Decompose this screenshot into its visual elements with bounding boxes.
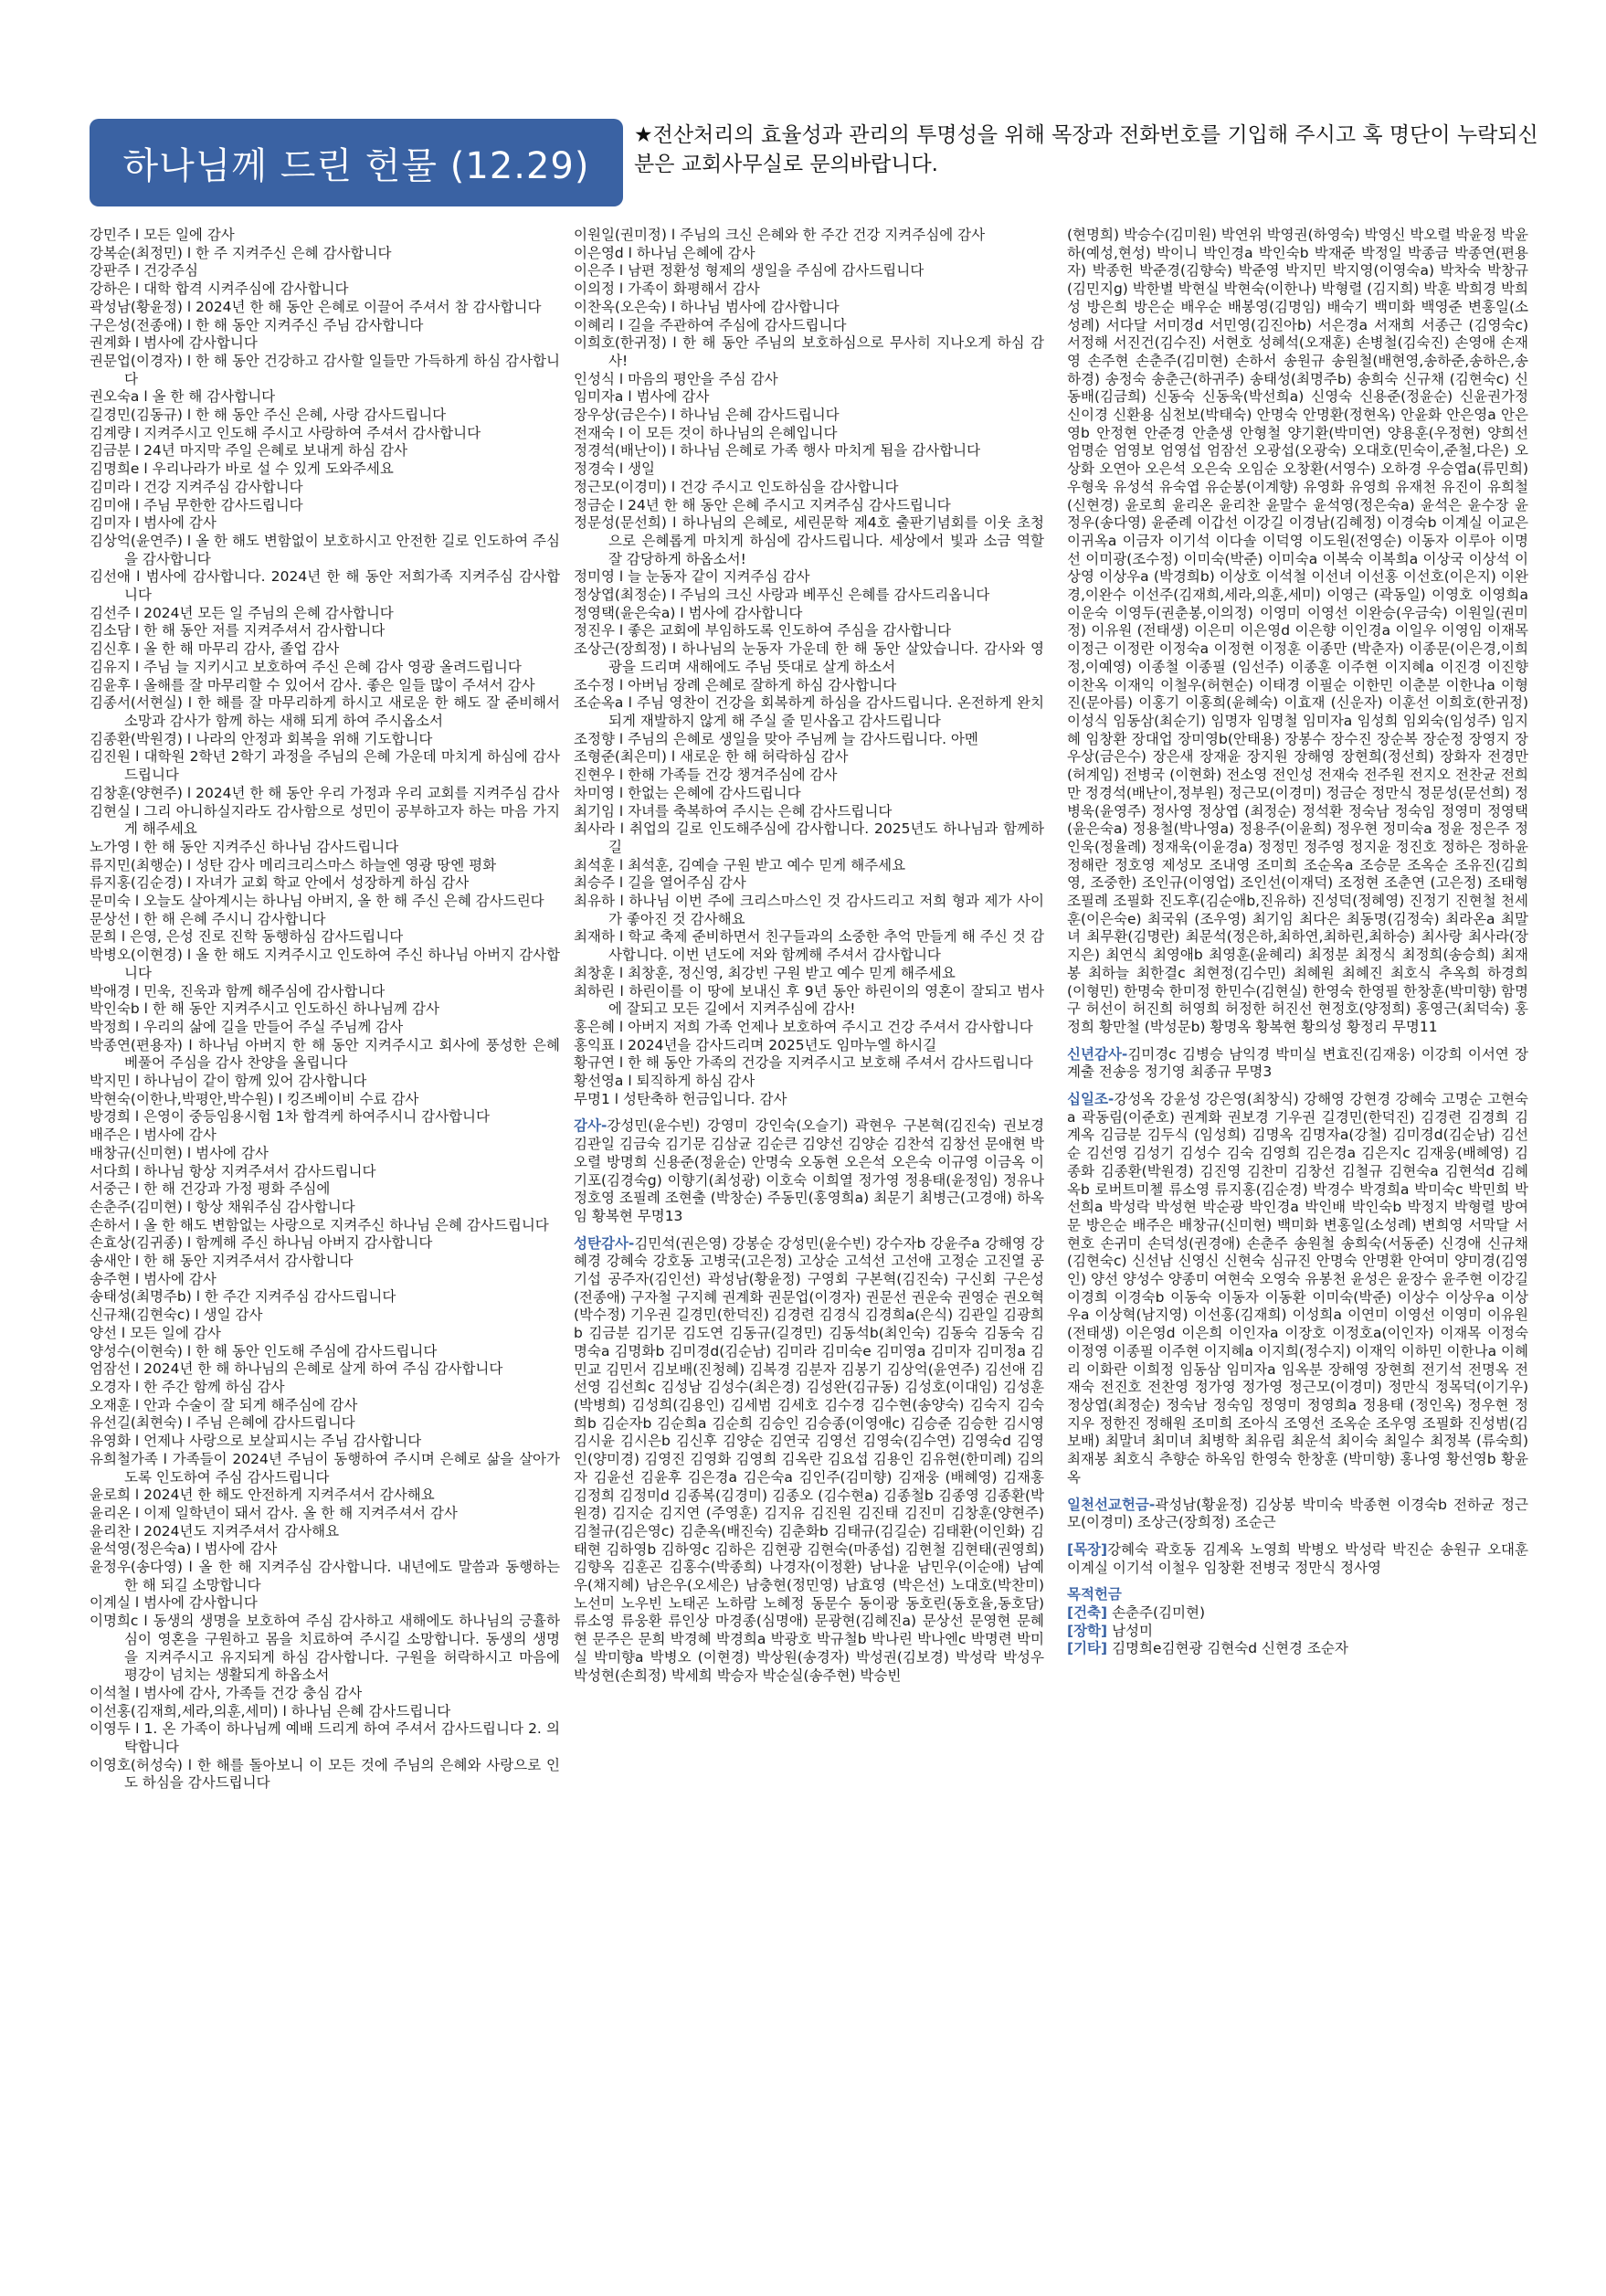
offering-entry: 김소담 l 한 해 동안 저를 지켜주셔서 감사합니다 <box>90 622 386 640</box>
offering-group <box>574 1117 1044 1225</box>
mokjeok-item <box>1067 1623 1528 1641</box>
offering-entry: 오재훈 l 안과 수술이 잘 되게 해주심에 감사 <box>90 1396 358 1413</box>
offering-group-names: 곽성남(황윤정) 김상봉 박미숙 박종현 이경숙b 전하균 정근모(이경미) 조상근(장희정) 조순근 <box>1067 1496 1528 1531</box>
offering-entry: 손하서 l 올 한 해도 변함없는 사랑으로 지켜주신 하나님 은혜 감사드립니다 <box>90 1216 549 1233</box>
offering-entry: 김종환(박원경) l 나라의 안정과 회복을 위해 기도합니다 <box>90 730 433 747</box>
offering-entry: 황규연 l 한 해 동안 가족의 건강을 지켜주시고 보호해 주셔서 감사드립니다 <box>574 1054 1033 1072</box>
offering-entry: 장우상(금은수) l 하나님 은혜 감사드립니다 <box>574 407 840 424</box>
offering-entry: 박병오(이현경) l 올 한 해도 지켜주시고 인도하여 주신 하나님 아버지 감사합니다 <box>90 947 560 981</box>
offering-entry: 차미영 l 한없는 은혜에 감사드립니다 <box>574 784 801 801</box>
offering-entry: 김종서(서현실) l 한 해를 잘 마무리하게 하시고 새로운 한 해도 잘 준비해서 소망과 감사가 함께 하는 새해 되게 하여 주시옵소서 <box>90 694 560 729</box>
spacer <box>1067 1532 1528 1541</box>
offering-entry: 김미라 l 건강 지켜주심 감사합니다 <box>90 478 303 495</box>
offering-entry: 문희 l 은영, 은성 진로 진학 동행하심 감사드립니다 <box>90 928 404 946</box>
offering-entry: 권오숙a l 올 한 해 감사합니다 <box>90 388 276 406</box>
offering-entry: 정금순 l 24년 한 해 동안 은혜 주시고 지켜주심 감사드립니다 <box>574 496 951 513</box>
offering-entry: 김유지 l 주님 늘 지키시고 보호하여 주신 은혜 감사 영광 올려드립니다 <box>90 658 522 675</box>
offering-entry: 엄잠선 l 2024년 한 해 하나님의 은혜로 살게 하여 주심 감사합니다 <box>90 1360 503 1378</box>
offering-entry: 이명희c l 동생의 생명을 보호하여 주심 감사하고 새해에도 하나님의 긍휼하심이 영혼을 구원하고 몸을 치료하여 주시길 소망합니다. 동생의 생명을 지켜주시고 유지되게 하심 감사합니다. 구원을 허락하시고 마음에 평강이 넘치는 생활되게 하옵소서 <box>90 1613 560 1684</box>
offering-entry: 박현숙(이한나,박평안,박수원) l 킹즈베이비 수료 감사 <box>90 1090 419 1107</box>
offering-entry: 류지홍(김순경) l 자녀가 교회 학교 안에서 성장하게 하심 감사 <box>90 874 470 892</box>
offering-group-label: 성탄감사- <box>574 1234 635 1252</box>
offering-entry: 홍은혜 l 아버지 저희 가족 언제나 보호하여 주시고 건강 주셔서 감사합니다 <box>574 1018 1033 1035</box>
offering-entry: 김금분 l 24년 마지막 주일 은혜로 보내게 하심 감사 <box>90 442 407 460</box>
offering-entry: 이영두 l 1. 온 가족이 하나님께 예배 드리게 하여 주셔서 감사드립니다 2. 의탁합니다 <box>90 1720 560 1756</box>
offering-group-label: 일천선교헌금- <box>1067 1496 1156 1513</box>
offering-entry: 강판주 l 건강주심 <box>90 262 198 280</box>
offering-entry: 정경숙 l 생일 <box>574 460 656 478</box>
offering-entry: 이석철 l 범사에 감사, 가족들 건강 충심 감사 <box>90 1684 363 1701</box>
offering-entry: 최승주 l 길을 열어주심 감사 <box>574 874 746 892</box>
offering-entry: 최하린 l 하린이를 이 땅에 보내신 후 9년 동안 하린이의 영혼이 잘되고 범사에 잘되고 모든 길에서 지켜주심에 감사! <box>574 982 1044 1018</box>
offering-entry: 김상억(윤연주) l 올 한 해도 변함없이 보호하시고 안전한 길로 인도하여 주심을 감사합니다 <box>90 532 560 567</box>
offering-entry: 김진원 l 대학원 2학년 2학기 과정을 주님의 은혜 가운데 마치게 하심에 감사드립니다 <box>90 748 560 784</box>
offering-entry: 신규채(김현숙c) l 생일 감사 <box>90 1307 263 1324</box>
offering-entry: 송새안 l 한 해 동안 지켜주셔서 감사합니다 <box>90 1253 354 1270</box>
offering-group-label: 감사- <box>574 1117 608 1135</box>
offering-entry: 무명1 l 성탄축하 헌금입니다. 감사 <box>574 1090 787 1107</box>
offering-entry: 유선길(최현숙) l 주님 은혜에 감사드립니다 <box>90 1414 355 1432</box>
offering-entry: 강하은 l 대학 합격 시켜주심에 감사합니다 <box>90 280 349 298</box>
offering-entry: 최사라 l 취업의 길로 인도해주심에 감사합니다. 2025년도 하나님과 함께하길 <box>574 820 1044 855</box>
offering-entry: 전재숙 l 이 모든 것이 하나님의 은혜입니다 <box>574 424 838 441</box>
offering-entry: 윤정우(송다영) l 올 한 해 지켜주심 감사합니다. 내년에도 말씀과 동행하는 한 해 되길 소망합니다 <box>90 1559 560 1593</box>
offering-entry: 방경희 l 은영이 중등임용시험 1차 합격케 하여주시니 감사합니다 <box>90 1108 490 1126</box>
offering-entry: 권계화 l 범사에 감사합니다 <box>90 334 258 352</box>
mokjeok-names: 남성미 <box>1112 1622 1153 1639</box>
spacer <box>1067 1577 1528 1586</box>
offering-entry: 배주은 l 범사에 감사 <box>90 1127 217 1144</box>
offering-entry: 이선홍(김재희,세라,의훈,세미) l 하나님 은혜 감사드립니다 <box>90 1702 451 1719</box>
mokjeok-tag: [장학] <box>1067 1622 1108 1639</box>
offering-entry: 박인숙b l 한 해 동안 지켜주시고 인도하신 하나님께 감사 <box>90 1000 439 1018</box>
offering-entry: 임미자a l 범사에 감사 <box>574 388 710 406</box>
offering-column-2 <box>574 227 1044 2264</box>
offering-entry: 홍익표 l 2024년을 감사드리며 2025년도 임마누엘 하시길 <box>574 1036 937 1053</box>
offering-group-names: 김미경c 김병승 남익경 박미실 변효진(김재웅) 이강희 이서연 장계출 전송응 정기영 최종규 무명3 <box>1067 1045 1528 1081</box>
offering-entry: 김선주 l 2024년 모든 일 주님의 은혜 감사합니다 <box>90 604 394 621</box>
spacer <box>1067 1487 1528 1497</box>
offering-group <box>1067 1091 1528 1487</box>
offering-entry: 길경민(김동규) l 한 해 동안 주신 은혜, 사랑 감사드립니다 <box>90 407 447 424</box>
offering-group-names: 김민석(권은영) 강봉순 강성민(윤수빈) 강수자b 강윤주a 강해영 강혜경 강혜숙 강호동 고병국(고은정) 고상순 고석선 고선애 고정순 고진열 공기섭 공주자(김인선) 곽성남(황윤정) 구영회 구본혁(김진숙) 구신회 구은성(전종애) 구자철 구지혜 권계화 권문업(이경자) 권문선 권운숙 권영순 권오혁(박수정) 기우권 길경민(한덕진) 김경련 김경식 김경희a(은식) 김관일 김광희b 김금분 김기문 김도연 김동규(길경민) 김동석b(최인숙) 김동숙 김동숙 김명숙a 김명화b 김미경d(김순남) 김미라 김미숙e 김미영a 김미자 김미정a 김민교 김민서 김보배(진청혜) 김복경 김분자 김봉기 김상억(윤연주) 김선애 김선영 김선희c 김성남 김성수(최은경) 김성완(김규동) 김성호(이대임) 김성훈(박병희) 김성희(김용인) 김세범 김세호 김수경 김수현(송양숙) 김숙지 김숙희b 김순자b 김순희a 김순희 김승인 김승종(이영애c) 김승준 김승한 김시영 김시윤 김시은b 김신후 김양순 김연국 김영선 김영숙(김수연) 김영숙d 김영인(양미경) 김영진 김영화 김영희 김옥란 김요섭 김용인 김유현(한미례) 김의자 김윤선 김윤후 김은경a 김은숙a 김인주(김미향) 김재웅 (배혜영) 김재홍 김정희 김정미d 김종복(김경미) 김종오 (김수현a) 김종철b 김종영 김종환(박원경) 김지순 김지연 (주영훈) 김지유 김진원 김진태 김진미 김창훈(양현주) 김철규(김은영c) 김춘옥(배진숙) 김춘화b 김태규(김길순) 김태환(이인화) 김태현 김하영b 김하영c 김하은 김현광 김현숙(마종섭) 김현철 김현태(권영희) 김향옥 김훈곤 김홍수(박종희) 나경자(이정환) 남나윤 남민우(이순애) 남예우(채지혜) 남은우(오세은) 남충현(정민영) 남효영 (박은선) 노대호(박찬미) 노선미 노우빈 노태곤 노하람 노혜정 동문수 동이광 동호린(동호율,동호담) 류소영 류웅환 류인상 마경종(심명애) 문광현(김혜진a) 문상선 문영현 문혜현 문주은 문희 박경혜 박경희a 박광호 박규철b 박나린 박나엔c 박명련 박미실 박미향a 박병오 (이현경) 박상원(송경자) 박성권(김보경) 박성락 박성우 박성현(손희정) 박세희 박승자 박순실(송주현) 박승빈 <box>574 1234 1044 1684</box>
offering-group-label: 신년감사- <box>1067 1045 1128 1063</box>
offering-entry: 이영호(허성숙) l 한 해를 돌아보니 이 모든 것에 주님의 은혜와 사랑으로 인도 하심을 감사드립니다 <box>90 1756 560 1792</box>
page-title-box <box>90 119 623 206</box>
offering-entry: 윤로희 l 2024년 한 해도 안전하게 지켜주셔서 감사해요 <box>90 1487 435 1504</box>
offering-names-block: (현명희) 박승수(김미원) 박연위 박영권(하영숙) 박영신 박오렬 박윤정 박윤하(예성,현성) 박이니 박인경a 박인숙b 박재준 박정일 박종금 박종연(편용자) 박종헌 박준경(김향숙) 박준영 박지민 박지영(이영숙a) 박차숙 박창규(김민지g) 박한별 박현실 박현숙(이한나) 박형렬 (김지희) 박훈 박희경 박희성 방은희 방은순 배우순 배봉영(김명임) 배숙기 백미화 백영준 변홍일(소성례) 서다달 서미경d 서민영(김진아b) 서은경a 서재희 서종근 (김영숙c) 서정해 서진건(김수진) 서현호 성혜석(오재훈) 손병철(김숙진) 손영애 손재영 손주현 손춘주(김미현) 손하서 송원규 송원철(배현영,송하준,송하은,송하경) 송정숙 송춘근(하귀주) 송태성(최명주b) 송희숙 신규채 (김현숙c) 신동배(김금희) 신동숙 신동욱(박선희a) 신영숙 신용준(정윤순) 신윤권가정 신이경 신환용 심천보(박태숙) 안명숙 안명환(정현옥) 안윤화 안은영a 안은영b 안정현 안준경 안춘생 안형철 양기환(박미연) 양용훈(우정현) 양희선 엄명순 엄영보 엄영섭 엄잠선 오광섭(오광숙) 오대호(민숙이,준철,다은) 오상화 오연아 오은석 오은숙 오임순 오창환(서영수) 오하경 우승엽a(류민희) 우형욱 유성석 유숙엽 유순봉(이계향) 유영화 유영희 유재천 유진이 유희철(신현경) 윤로희 윤리온 윤리찬 윤말수 윤석영(정은숙a) 윤석은 윤수장 윤정우(송다영) 윤준례 이갑선 이강길 이경남(김혜정) 이경숙b 이계실 이교은 이귀옥a 이금자 이기석 이다솔 이덕영 이도원(전영순) 이동자 이루아 이명선 이미광(조수정) 이미숙(박준) 이미숙a 이복숙 이복희a 이상국 이상석 이상영 이상우a (박경희b) 이상호 이석철 이선녀 이선홍 이선호(이은지) 이완경,이완수 이선주(김재희,세라,의훈,세미) 이영근 (곽동일) 이영호 이영희a 이운숙 이영두(권춘봉,이의정) 이영미 이영선 이완승(우금숙) 이원일(권미정) 이유원 (전태생) 이은미 이은영d 이은향 이인경a 이일우 이영임 이재목 이정근 이정란 이정숙a 이정현 이정훈 이종만 (박춘자) 이종문(이은경,이희정,이예영) 이종철 이종필 (임선주) 이종훈 이주현 이지혜a 이진경 이진향 이찬옥 이재익 이철우(허현순) 이태경 이필순 이한민 이춘분 이한나a 이형진(문아름) 이홍기 이홍희(윤혜숙) 이효재 (신운자) 이훈선 이희호(한귀정) 이성식 임동삼(최순기) 임명자 임명철 임미자a 임성희 임외숙(임성주) 임지혜 임창환 장대업 장미영b(안태용) 장봉수 장수진 장순복 장순정 장영지 장우상(금은수) 장은새 장재윤 장지원 장해영 장현희(정선희) 장화자 전경만(허계임) 전병국 (이현화) 전소영 전인성 전재숙 전주원 전지오 전찬균 전희만 정경석(배난이,정부원) 정근모(이경미) 정금순 정만식 정문성(문선희) 정병욱(윤영주) 정사영 정상엽 (최정순) 정석환 정숙남 정숙임 정영미 정영택(윤은숙a) 정용철(박나영a) 정용주(이윤희) 정우현 정미숙a 정윤 정은주 정인욱(정율례) 정재욱(이윤경a) 정정민 정주영 정지윤 정진호 정하은 정하윤 정해란 정호영 제성모 조내영 조미희 조순옥a 조승문 조옥순 조유진(김희영, 조중한) 조인규(이영업) 조인선(이재덕) 조정현 조춘연 (고은정) 조태형 조필례 조필화 진도후(김순애b,진유하) 진성덕(정혜영) 진정기 진현철 천세훈(이은숙e) 최국워 (조우영) 최기임 최다은 최동명(김정숙) 최라온a 최말녀 최무환(김명란) 최문석(정은하,최하연,최하린,최하승) 최사랑 최사라(장지은) 최연식 최영애b 최영훈(윤혜리) 최정분 최정식 최정희(송승희) 최재봉 최하늘 최한결c 최현정(김수민) 최혜원 최혜진 최호식 추옥희 하경희 (이형민) 한명숙 한미정 한민수(김현실) 한영숙 한영필 한창훈(박미향) 함명구 허선이 허진희 허영희 허정한 허진선 현정호(양정희) 홍영근(최덕숙) 홍정희 황만철 (박성문b) 황명옥 황복현 황의성 황정리 무명11 <box>1067 227 1528 1035</box>
offering-entry: 김미애 l 주님 무한한 감사드립니다 <box>90 496 303 513</box>
offering-entry: 조수정 l 아버님 장례 은혜로 잘하게 하심 감사합니다 <box>574 676 897 693</box>
offering-entry: 최석훈 l 최석훈, 김예슬 구원 받고 예수 믿게 해주세요 <box>574 856 906 873</box>
offering-entry: 박정희 l 우리의 삶에 길을 만들어 주실 주님께 감사 <box>90 1018 404 1035</box>
offering-group <box>574 1235 1044 1686</box>
offering-entry: 박지민 l 하나님이 같이 함께 있어 감사합니다 <box>90 1073 367 1090</box>
offering-entry: 조순옥a l 주님 영찬이 건강을 회복하게 하심을 감사드립니다. 온전하게 완치되게 재발하지 않게 해 주실 줄 믿사옵고 감사드립니다 <box>574 694 1044 729</box>
offering-entry: 윤리온 l 이제 일학년이 돼서 감사. 올 한 해 지켜주셔서 감사 <box>90 1504 458 1521</box>
offering-entry: 윤리찬 l 2024년도 지켜주셔서 감사해요 <box>90 1522 340 1539</box>
offering-entry: 정근모(이경미) l 건강 주시고 인도하심을 감사합니다 <box>574 478 899 495</box>
offering-entry: 김선애 l 범사에 감사합니다. 2024년 한 해 동안 저희가족 지켜주심 감사합니다 <box>90 568 560 604</box>
offering-column-3 <box>1067 227 1528 2264</box>
offering-entry: 김윤후 l 올해를 잘 마무리할 수 있어서 감사. 좋은 일들 많이 주셔서 감사 <box>90 676 535 693</box>
offering-entry: 김창훈(양현주) l 2024년 한 해 동안 우리 가정과 우리 교회를 지켜주심 감사 <box>90 784 560 801</box>
offering-entry: 정경석(배난이) l 하나님 은혜로 가족 행사 마치게 됨을 감사합니다 <box>574 442 981 460</box>
offering-group-names: 강혜숙 곽호동 김계옥 노영희 박병오 박성락 박진순 송원규 오대훈 이계실 이기석 이철우 임창환 전병국 정만식 정사영 <box>1067 1540 1528 1576</box>
offering-column-1 <box>90 227 560 2264</box>
offering-entry: 정미영 l 늘 눈동자 같이 지켜주심 감사 <box>574 568 810 586</box>
offering-group-names: 강성옥 강윤성 강은영(최창식) 강해영 강현경 강혜숙 고명순 고현숙a 곽동림(이준호) 권계화 권보경 기우권 길경민(한덕진) 김경련 김경희 김계옥 김금분 김두식 (임성희) 김명옥 김명자a(강철) 김미경d(김순남) 김선순 김선영 김성기 김성수 김숙 김영희 김은경a 김은지c 김재웅(배혜영) 김종화 김종환(박원경) 김진영 김찬미 김창선 김철규 김현숙a 김현석d 김혜옥b 로버트미첼 류소영 류지홍(김순경) 박경수 박경희a 박미숙c 박민희 박선희a 박성락 박성현 박순광 박인경a 박인배 박인숙b 박정지 박형렬 방여문 방은순 배주은 배창규(신미현) 백미화 변홍일(소성례) 변희영 서막달 서현호 손귀미 손덕성(권경애) 손춘주 송원철 송희숙(서동준) 신경애 신규채(김현숙c) 신선남 신영신 신현숙 심규진 안명숙 안명환 안여미 양미경(김영인) 양선 양성수 양종미 여현숙 오영숙 유봉천 윤성은 윤장수 윤주현 이강길 이경희 이경숙b 이동숙 이동자 이동환 이미숙(박준) 이상수 이상우a 이상우a 이상혁(남지영) 이선홍(김재희) 이성희a 이연미 이영선 이영미 이유원(전태생) 이은영d 이은희 이인자a 이장호 이정호a(이인자) 이재목 이정숙 이정영 이종필 이주현 이지혜a 이지희(정수지) 이재익 이하민 이한나a 이혜리 이화란 이희정 임동삼 임미자a 임옥분 장해영 장현희 전기석 전명옥 전재숙 전진호 전찬영 정가영 정가영 정근모(이경미) 정만식 정목덕(이기우) 정상엽(최정순) 정숙남 정숙임 정영미 정영희a 정용태 (정인옥) 정우현 정지우 정한진 정해원 조미희 조아식 조영선 조옥순 조우영 조필화 진성범(김보배) 최말녀 최미녀 최병학 최유림 최운석 최이숙 최일수 최정복 (류숙희) 최재봉 최호식 추향순 하옥임 한영숙 한창훈 (박미향) 홍나영 황선영b 황윤옥 <box>1067 1091 1528 1486</box>
offering-entry: 이희호(한귀정) l 한 해 동안 주님의 보호하심으로 무사히 지나오게 하심 감사! <box>574 334 1044 369</box>
offering-entry: 양선 l 모든 일에 감사 <box>90 1324 221 1341</box>
offering-entry: 문상선 l 한 해 은혜 주시니 감사합니다 <box>90 910 326 927</box>
mokjeok-names: 김명희e김현광 김현숙d 신현경 조순자 <box>1112 1640 1348 1657</box>
offering-entry: 손춘주(김미현) l 항상 채워주심 감사합니다 <box>90 1198 355 1215</box>
offering-entry: 김미자 l 범사에 감사 <box>90 514 217 532</box>
mokjeok-names: 손춘주(김미현) <box>1112 1604 1205 1622</box>
offering-group <box>1067 1541 1528 1577</box>
offering-entry: 최재하 l 학교 축제 준비하면서 친구들과의 소중한 추억 만들게 해 주신 것 감사합니다. 이번 년도에 저와 함께해 주셔서 감사합니다 <box>574 928 1044 964</box>
offering-entry: 정영택(윤은숙a) l 범사에 감사합니다 <box>574 604 803 621</box>
mokjeok-item <box>1067 1640 1528 1658</box>
mokjeok-item <box>1067 1604 1528 1623</box>
offering-entry: 이은영d l 하나님 은혜에 감사 <box>574 244 755 261</box>
offering-entry: 이은주 l 남편 정환성 형제의 생일을 주심에 감사드립니다 <box>574 262 925 280</box>
offering-group <box>1067 1046 1528 1082</box>
offering-entry: 송주현 l 범사에 감사 <box>90 1270 217 1287</box>
offering-group-names: 강성민(윤수빈) 강영미 강인숙(오슬기) 곽현우 구본혁(김진숙) 권보경 김관일 김금숙 김기문 김삼균 김순큰 김양선 김양순 김찬석 김창선 문애현 박오렬 방명희 신용준(정윤순) 안명숙 오동현 오은석 오은숙 이규영 이금옥 이기포(김경숙g) 이향기(최성광) 이호숙 이희열 정가영 정용태(윤정임) 정유나 정호영 조필례 조현출 (박창순) 주동민(홍영희a) 최문기 최병근(고경애) 하옥임 황복현 무명13 <box>574 1117 1044 1224</box>
mokjeok-title: 목적헌금 <box>1067 1586 1122 1603</box>
spacer <box>1067 1037 1528 1046</box>
offering-entry: 권문업(이경자) l 한 해 동안 건강하고 감사할 일들만 가득하게 하심 감사합니다 <box>90 352 560 387</box>
notice-text: ★전산처리의 효율성과 관리의 투명성을 위해 목장과 전화번호를 기입해 주시고 혹 명단이 누락되신 분은 교회사무실로 문의바랍니다. <box>634 123 1538 176</box>
offering-entry: 송태성(최명주b) l 한 주간 지켜주심 감사드립니다 <box>90 1288 396 1306</box>
offering-entry: 조상근(장희정) l 하나님의 눈동자 가운데 한 해 동안 살았습니다. 감사와 영광을 드리며 새해에도 주님 뜻대로 살게 하소서 <box>574 640 1044 675</box>
offering-entry: 손효상(김귀종) l 함께해 주신 하나님 아버지 감사합니다 <box>90 1234 433 1252</box>
offering-entry: 인성식 l 마음의 평안을 주심 감사 <box>574 370 778 387</box>
offering-entry: 정진우 l 좋은 교회에 부임하도록 인도하여 주심을 감사합니다 <box>574 622 952 640</box>
offering-entry: 조형준(최은미) l 새로운 한 해 허락하심 감사 <box>574 748 849 766</box>
offering-entry: 이원일(권미정) l 주님의 크신 은혜와 한 주간 건강 지켜주심에 감사 <box>574 227 986 243</box>
spacer <box>1067 1082 1528 1091</box>
offering-entry: 황선영a l 퇴직하게 하심 감사 <box>574 1073 755 1090</box>
offering-entry: 강복순(최정민) l 한 주 지켜주신 은혜 감사합니다 <box>90 244 392 261</box>
offering-group-label: [목장] <box>1067 1540 1108 1558</box>
offering-entry: 조정향 l 주님의 은혜로 생일을 맞아 주님께 늘 감사드립니다. 아멘 <box>574 730 978 747</box>
page-title: 하나님께 드린 헌물 (12.29) <box>122 144 590 187</box>
offering-entry: 박애경 l 민욱, 진욱과 함께 해주심에 감사합니다 <box>90 982 386 1000</box>
offering-entry: 이혜리 l 길을 주관하여 주심에 감사드립니다 <box>574 316 847 333</box>
offering-entry: 서다희 l 하나님 항상 지켜주셔서 감사드립니다 <box>90 1162 376 1180</box>
offering-entry: 최창훈 l 최창훈, 정신영, 최강빈 구원 받고 예수 믿게 해주세요 <box>574 964 956 981</box>
offering-entry: 문미숙 l 오늘도 살아계시는 하나님 아버지, 올 한 해 주신 은혜 감사드린다 <box>90 893 544 910</box>
offering-entry: 서중근 l 한 해 건강과 가정 평화 주심에 <box>90 1180 331 1198</box>
offering-entry: 이찬옥(오은숙) l 하나님 범사에 감사합니다 <box>574 298 840 315</box>
spacer <box>574 1108 1044 1117</box>
offering-entry: 김계량 l 지켜주시고 인도해 주시고 사랑하여 주셔서 감사합니다 <box>90 424 481 441</box>
offering-entry: 최유하 l 하나님 이번 주에 크리스마스인 것 감사드리고 저희 형과 제가 사이가 좋아진 것 감사해요 <box>574 893 1044 927</box>
offering-entry: 유영화 l 언제나 사랑으로 보살피시는 주님 감사합니다 <box>90 1433 422 1450</box>
offering-entry: 이계실 l 범사에 감사합니다 <box>90 1594 258 1612</box>
offering-entry: 박종연(편용자) l 하나님 아버지 한 해 동안 지켜주시고 회사에 풍성한 은혜 베풀어 주심을 감사 찬양을 올립니다 <box>90 1036 560 1072</box>
offering-entry: 김명희e l 우리나라가 바로 설 수 있게 도와주세요 <box>90 460 394 478</box>
offering-entry: 정상엽(최정순) l 주님의 크신 사랑과 베푸신 은혜를 감사드리옵니다 <box>574 587 990 604</box>
offering-entry: 진현우 l 한해 가족들 건강 챙겨주심에 감사 <box>574 767 838 784</box>
offering-entry: 정문성(문선희) l 하나님의 은혜로, 세린문학 제4호 출판기념회를 이웃 초청으로 은혜롭게 마치게 하심에 감사드립니다. 세상에서 빛과 소금 역할 잘 감당하게 하옵소서! <box>574 514 1044 567</box>
offering-group <box>1067 1497 1528 1532</box>
offering-entry: 배창규(신미현) l 범사에 감사 <box>90 1144 269 1161</box>
offering-entry: 김신후 l 올 한 해 마무리 감사, 졸업 감사 <box>90 640 340 658</box>
offering-entry: 오경자 l 한 주간 함께 하심 감사 <box>90 1379 285 1395</box>
offering-entry: 유희철가족 l 가족들이 2024년 주님이 동행하여 주시며 은혜로 삶을 살아가도록 인도하여 주심 감사드립니다 <box>90 1450 560 1486</box>
offering-entry: 강민주 l 모든 일에 감사 <box>90 227 235 243</box>
offering-entry: 양성수(이현숙) l 한 해 동안 인도해 주심에 감사드립니다 <box>90 1342 438 1360</box>
offering-entry: 곽성남(황윤정) l 2024년 한 해 동안 은혜로 이끌어 주셔서 참 감사합니다 <box>90 298 542 315</box>
offering-entry: 최기임 l 자녀를 축복하여 주시는 은혜 감사드립니다 <box>574 802 893 820</box>
mokjeok-tag: [기타] <box>1067 1640 1108 1657</box>
offering-entry: 이의정 l 가족이 화평해서 감사 <box>574 280 760 298</box>
offering-entry: 노가영 l 한 해 동안 지켜주신 하나님 감사드립니다 <box>90 838 399 855</box>
offering-group-label: 십일조- <box>1067 1091 1115 1108</box>
offering-entry: 김현실 l 그리 아니하실지라도 감사함으로 성민이 공부하고자 하는 마음 가지게 해주세요 <box>90 802 560 838</box>
offering-entry: 류지민(최행순) l 성탄 감사 메리크리스마스 하늘엔 영광 땅엔 평화 <box>90 856 497 873</box>
offering-entry: 구은성(전종애) l 한 해 동안 지켜주신 주님 감사합니다 <box>90 316 424 333</box>
mokjeok-tag: [건축] <box>1067 1604 1108 1622</box>
offering-entry: 윤석영(정은숙a) l 범사에 감사 <box>90 1540 278 1558</box>
spacer <box>574 1226 1044 1235</box>
